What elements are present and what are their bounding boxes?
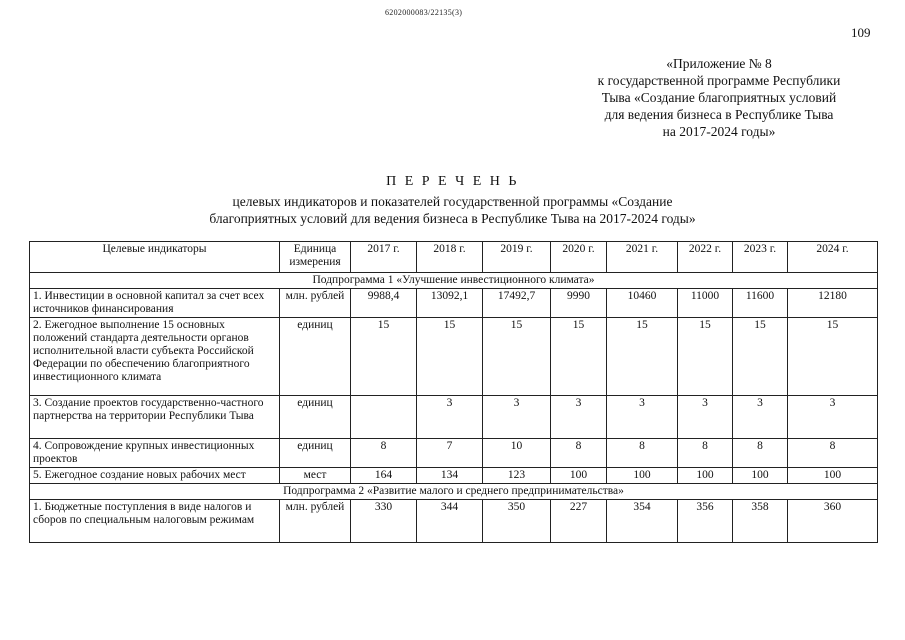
appendix-line: Тыва «Создание благоприятных условий xyxy=(601,90,837,105)
header-unit: Единица измерения xyxy=(280,242,351,273)
value-cell: 350 xyxy=(483,500,551,543)
value-cell: 100 xyxy=(607,468,678,484)
subprogram-2-title: Подпрограмма 2 «Развитие малого и среднего предпринимательства» xyxy=(30,484,878,500)
value-cell: 3 xyxy=(551,396,607,439)
table-row xyxy=(30,318,878,396)
value-cell: 8 xyxy=(551,439,607,468)
appendix-line: на 2017-2024 годы» xyxy=(662,124,776,139)
value-cell: 134 xyxy=(417,468,483,484)
document-subtitle xyxy=(150,193,755,227)
value-cell: 3 xyxy=(678,396,733,439)
value-cell: 15 xyxy=(551,318,607,396)
value-cell: 330 xyxy=(351,500,417,543)
value-cell: 100 xyxy=(678,468,733,484)
value-cell: 7 xyxy=(417,439,483,468)
value-cell: 3 xyxy=(733,396,788,439)
indicator-name: 2. Ежегодное выполнение 15 основных положений стандарта деятельности органов исполнительной власти субъекта Российской Федерации по обеспечению благоприятного инвестиционного климата xyxy=(30,318,280,396)
header-year: 2022 г. xyxy=(678,242,733,273)
value-cell: 8 xyxy=(351,439,417,468)
header-indicators: Целевые индикаторы xyxy=(30,242,280,273)
indicator-unit: млн. рублей xyxy=(280,289,351,318)
value-cell xyxy=(351,396,417,439)
header-year: 2024 г. xyxy=(788,242,878,273)
value-cell: 15 xyxy=(607,318,678,396)
value-cell: 11600 xyxy=(733,289,788,318)
value-cell: 123 xyxy=(483,468,551,484)
value-cell: 164 xyxy=(351,468,417,484)
appendix-header xyxy=(569,55,869,140)
value-cell: 8 xyxy=(678,439,733,468)
document-id: 6202000083/22135(3) xyxy=(385,8,463,17)
header-year: 2023 г. xyxy=(733,242,788,273)
value-cell: 3 xyxy=(483,396,551,439)
subprogram-row xyxy=(30,484,878,500)
header-year: 2018 г. xyxy=(417,242,483,273)
value-cell: 15 xyxy=(733,318,788,396)
value-cell: 8 xyxy=(788,439,878,468)
indicator-name: 3. Создание проектов государственно-частного партнерства на территории Республики Тыва xyxy=(30,396,280,439)
value-cell: 3 xyxy=(417,396,483,439)
value-cell: 100 xyxy=(788,468,878,484)
value-cell: 15 xyxy=(788,318,878,396)
indicator-unit: млн. рублей xyxy=(280,500,351,543)
indicator-unit: единиц xyxy=(280,318,351,396)
page-number: 109 xyxy=(851,25,871,40)
table-row xyxy=(30,439,878,468)
subtitle-line: целевых индикаторов и показателей государственной программы «Создание xyxy=(232,194,673,209)
value-cell: 8 xyxy=(733,439,788,468)
subprogram-1-title: Подпрограмма 1 «Улучшение инвестиционного климата» xyxy=(30,273,878,289)
value-cell: 100 xyxy=(733,468,788,484)
table-header-row xyxy=(30,242,878,273)
table-row xyxy=(30,396,878,439)
appendix-line: для ведения бизнеса в Республике Тыва xyxy=(604,107,834,122)
appendix-line: «Приложение № 8 xyxy=(666,56,772,71)
table-row xyxy=(30,500,878,543)
subtitle-line: благоприятных условий для ведения бизнеса в Республике Тыва на 2017-2024 годы» xyxy=(209,211,696,226)
subprogram-row xyxy=(30,273,878,289)
value-cell: 12180 xyxy=(788,289,878,318)
table-row xyxy=(30,289,878,318)
value-cell: 100 xyxy=(551,468,607,484)
value-cell: 360 xyxy=(788,500,878,543)
value-cell: 9990 xyxy=(551,289,607,318)
value-cell: 354 xyxy=(607,500,678,543)
value-cell: 344 xyxy=(417,500,483,543)
value-cell: 8 xyxy=(607,439,678,468)
indicator-name: 1. Инвестиции в основной капитал за счет всех источников финансирования xyxy=(30,289,280,318)
value-cell: 356 xyxy=(678,500,733,543)
header-year: 2020 г. xyxy=(551,242,607,273)
indicator-unit: единиц xyxy=(280,396,351,439)
appendix-line: к государственной программе Республики xyxy=(597,73,841,88)
indicator-name: 5. Ежегодное создание новых рабочих мест xyxy=(30,468,280,484)
value-cell: 3 xyxy=(607,396,678,439)
value-cell: 11000 xyxy=(678,289,733,318)
value-cell: 10460 xyxy=(607,289,678,318)
indicator-name: 1. Бюджетные поступления в виде налогов и сборов по специальным налоговым режимам xyxy=(30,500,280,543)
value-cell: 15 xyxy=(417,318,483,396)
value-cell: 227 xyxy=(551,500,607,543)
header-year: 2021 г. xyxy=(607,242,678,273)
value-cell: 3 xyxy=(788,396,878,439)
indicator-unit: мест xyxy=(280,468,351,484)
table-row xyxy=(30,468,878,484)
indicators-table xyxy=(29,241,878,543)
value-cell: 15 xyxy=(351,318,417,396)
value-cell: 13092,1 xyxy=(417,289,483,318)
value-cell: 15 xyxy=(678,318,733,396)
value-cell: 358 xyxy=(733,500,788,543)
value-cell: 10 xyxy=(483,439,551,468)
indicator-unit: единиц xyxy=(280,439,351,468)
value-cell: 17492,7 xyxy=(483,289,551,318)
header-year: 2019 г. xyxy=(483,242,551,273)
value-cell: 9988,4 xyxy=(351,289,417,318)
header-year: 2017 г. xyxy=(351,242,417,273)
value-cell: 15 xyxy=(483,318,551,396)
indicator-name: 4. Сопровождение крупных инвестиционных проектов xyxy=(30,439,280,468)
document-title: П Е Р Е Ч Е Н Ь xyxy=(386,174,519,189)
